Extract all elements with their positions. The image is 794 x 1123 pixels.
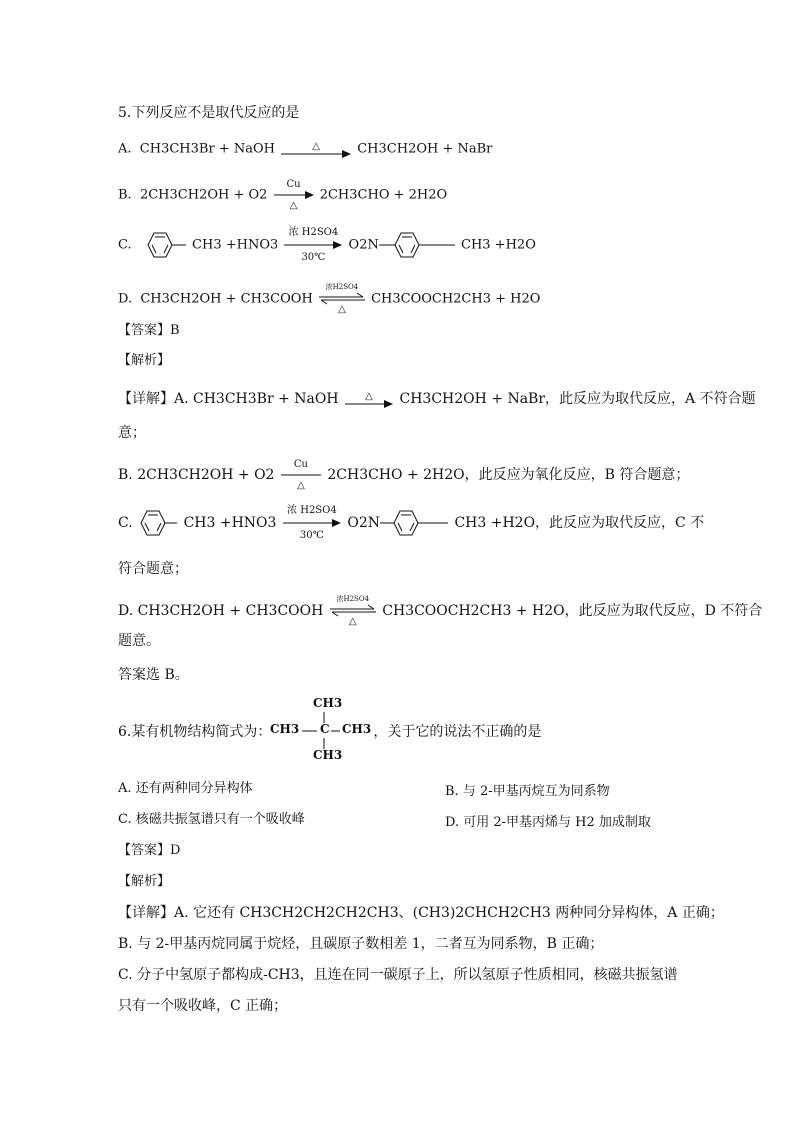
reactants: CH3CH3Br + NaOH: [193, 391, 339, 407]
q6-stem-prefix: 6.某有机物结构简式为：: [118, 724, 272, 740]
q5-analysis: 【解析】: [118, 353, 171, 368]
detail-suffix: ，此反应为取代反应，D 不符合: [564, 603, 763, 619]
option-label: A.: [118, 141, 132, 157]
q5-detail-d-wrap: 题意。: [118, 633, 160, 649]
option-label: B.: [118, 187, 132, 203]
reactants: CH3CH2OH + CH3COOH: [137, 603, 324, 619]
q5-option-d: [118, 283, 541, 315]
detail-suffix: ，此反应为取代反应，A 不符合题: [545, 391, 756, 407]
products: CH3 +H2O: [454, 515, 536, 531]
condition-catalyst: Cu: [293, 459, 308, 470]
condition-acid: 浓 H2SO4: [287, 505, 337, 516]
products: CH3CH2OH + NaBr: [399, 391, 546, 407]
condition-heat: △: [289, 200, 298, 211]
detail-prefix: D.: [118, 603, 134, 619]
detail-prefix: 【详解】A.: [118, 391, 189, 407]
benzene-ring-icon: [140, 231, 188, 259]
q5-stem: 5.下列反应不是取代反应的是: [118, 105, 300, 121]
q6-detail-c-line2: 只有一个吸收峰，C 正确；: [118, 998, 288, 1014]
reactants: CH3CH3Br + NaOH: [139, 141, 275, 157]
methyl-top: CH3: [313, 696, 343, 710]
reactants: CH3 +HNO3: [183, 515, 277, 531]
q6-detail-b: B. 与 2-甲基丙烷同属于烷烃，且碳原子数相差 1，二者互为同系物，B 正确；: [118, 936, 604, 952]
benzene-ring-icon: [379, 231, 457, 259]
condition-acid: 浓H2SO4: [325, 283, 359, 291]
q5-detail-b: [118, 459, 690, 491]
condition-heat: △: [365, 391, 373, 402]
reactants: CH3CH2OH + CH3COOH: [140, 291, 313, 307]
q5-detail-c: [118, 505, 705, 541]
q6-option-d: D. 可用 2-甲基丙烯与 H2 加成制取: [445, 815, 651, 830]
benzene-ring-icon: [137, 509, 179, 537]
equilibrium-arrow: [317, 283, 367, 315]
q5-detail-c-wrap: 符合题意；: [118, 561, 188, 577]
condition-acid: 浓H2SO4: [336, 595, 370, 603]
q5-option-a: [118, 140, 492, 159]
q5-detail-a-wrap: 意；: [118, 425, 146, 441]
methyl-bottom: CH3: [313, 748, 343, 762]
condition-heat: △: [338, 304, 346, 315]
detail-prefix: C.: [118, 515, 133, 531]
reaction-arrow: [279, 140, 353, 158]
products: CH3CH2OH + NaBr: [357, 141, 493, 157]
condition-temp: 30℃: [301, 252, 326, 263]
reaction-arrow: [281, 505, 343, 541]
products: 2CH3CHO + 2H2O: [319, 187, 448, 203]
reaction-arrow: [343, 390, 395, 408]
q6-option-a: A. 还有两种同分异构体: [118, 781, 253, 796]
reaction-arrow: [272, 179, 316, 211]
q5-detail-a: [118, 390, 756, 408]
q6-stem-suffix: ，关于它的说法不正确的是: [373, 724, 542, 740]
methyl-left: CH3: [270, 722, 300, 736]
q6-answer: 【答案】D: [118, 843, 181, 858]
detail-suffix: ，此反应为取代反应，C 不: [535, 515, 705, 531]
detail-suffix: ，此反应为氧化反应，B 符合题意；: [464, 467, 690, 483]
q5-option-c: [118, 227, 536, 263]
benzene-ring-icon: [380, 509, 450, 537]
reactants: CH3 +HNO3: [192, 237, 279, 253]
q6-analysis: 【解析】: [118, 874, 171, 889]
q5-conclusion: 答案选 B。: [118, 667, 189, 683]
condition-temp: 30℃: [299, 530, 324, 541]
q5-answer: 【答案】B: [118, 323, 180, 338]
reactants: 2CH3CH2OH + O2: [137, 467, 275, 483]
condition-heat: △: [348, 616, 357, 627]
products: CH3COOCH2CH3 + H2O: [371, 291, 541, 307]
reactants: 2CH3CH2OH + O2: [139, 187, 268, 203]
reaction-arrow: [282, 227, 344, 263]
nitro-group: O2N: [348, 237, 379, 253]
condition-heat: △: [297, 480, 305, 491]
q6-detail-a: 【详解】A. 它还有 CH3CH2CH2CH2CH3、(CH3)2CHCH2CH3 两种同分异构体，A 正确；: [118, 905, 724, 921]
q6-option-b: B. 与 2-甲基丙烷互为同系物: [445, 784, 610, 799]
q6-detail-c-line1: C. 分子中氢原子都构成-CH3，且连在同一碳原子上，所以氢原子性质相同，核磁共振氢谱: [118, 967, 678, 983]
condition-catalyst: Cu: [286, 179, 301, 190]
methyl-right: CH3: [342, 722, 372, 736]
condition-heat: △: [312, 141, 320, 152]
option-label: C.: [118, 237, 132, 253]
structural-formula: [270, 692, 376, 764]
nitro-group: O2N: [347, 515, 380, 531]
products: 2CH3CHO + 2H2O: [327, 467, 465, 483]
equilibrium-arrow: [328, 595, 378, 627]
detail-prefix: B.: [118, 467, 133, 483]
q6-option-c: C. 核磁共振氢谱只有一个吸收峰: [118, 812, 305, 827]
condition-acid: 浓 H2SO4: [288, 227, 339, 238]
q5-detail-d: [118, 595, 763, 627]
bond-lines-icon: [270, 692, 376, 764]
option-label: D.: [118, 291, 133, 307]
products: CH3 +H2O: [461, 237, 536, 253]
central-carbon: C: [320, 722, 330, 736]
reaction-arrow: [279, 459, 323, 491]
products: CH3COOCH2CH3 + H2O: [382, 603, 565, 619]
q5-option-b: [118, 179, 448, 211]
